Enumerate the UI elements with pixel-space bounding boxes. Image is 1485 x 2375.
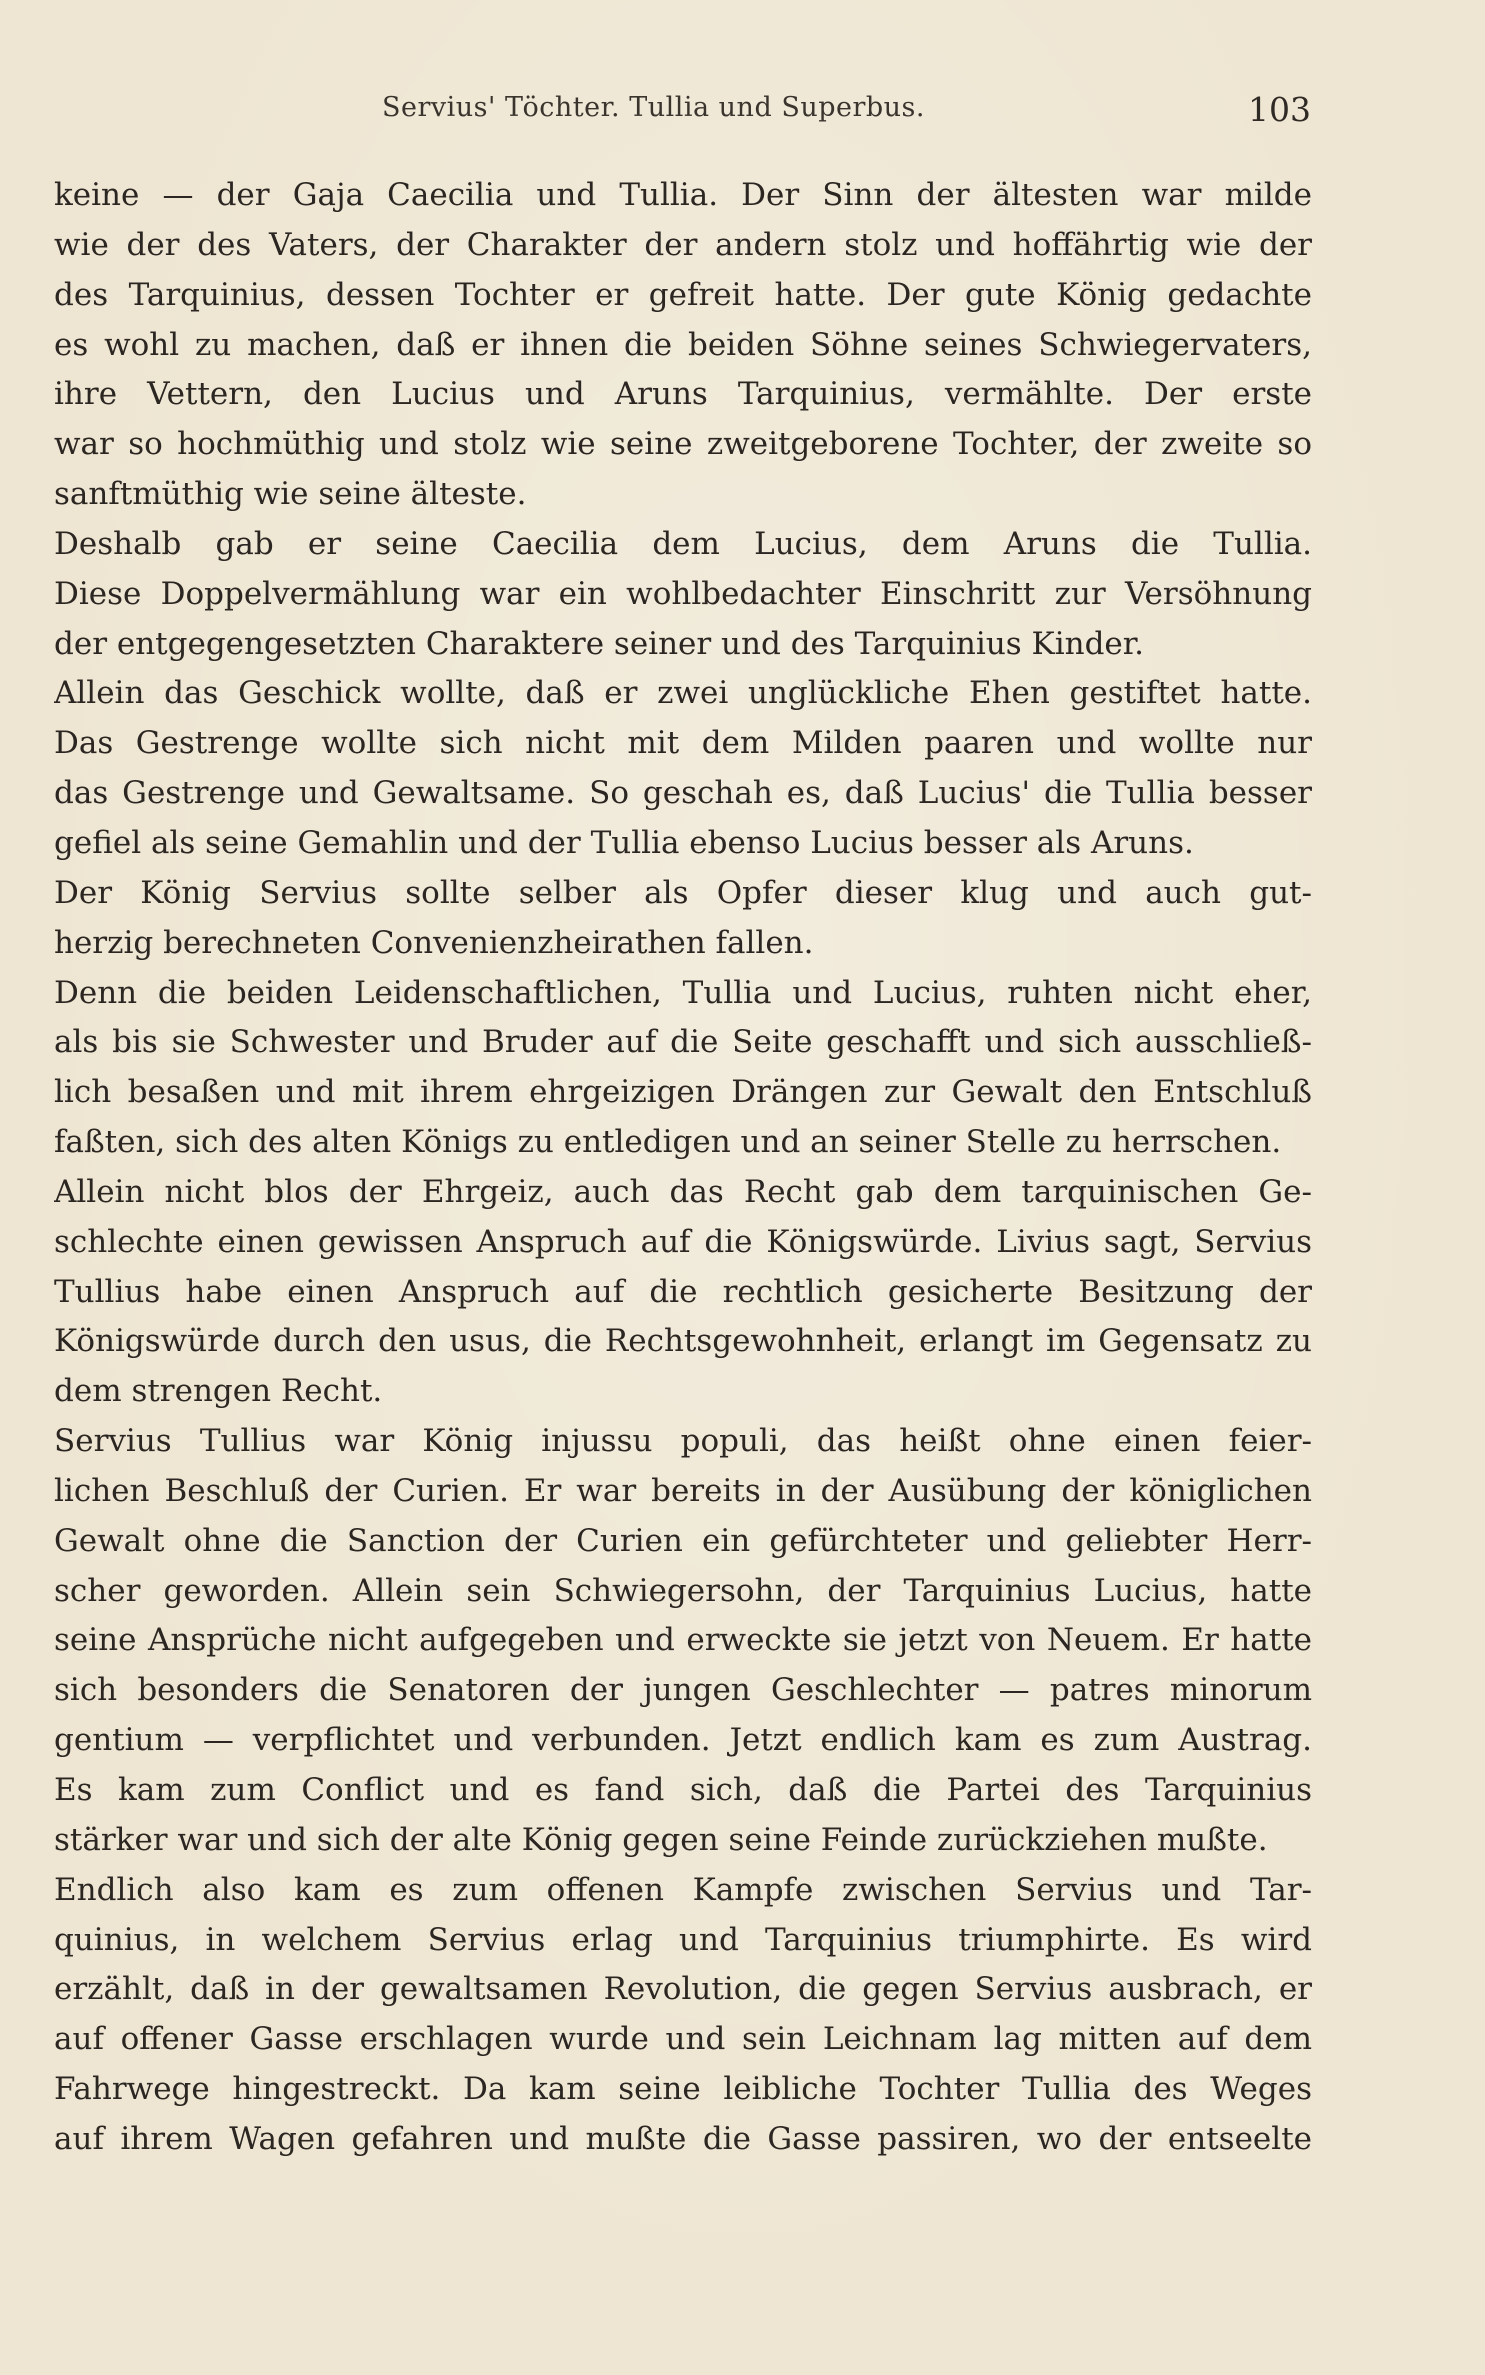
text-line: war so hochmüthig und stolz wie seine zweitgeborene Tochter, der zweite so: [54, 426, 1312, 463]
text-line: auf ihrem Wagen gefahren und mußte die Gasse passiren, wo der entseelte: [54, 2120, 1312, 2157]
text-line: als bis sie Schwester und Bruder auf die Seite geschafft und sich ausschließ-: [54, 1024, 1312, 1061]
text-line: stärker war und sich der alte König gegen seine Feinde zurückziehen mußte.: [54, 1821, 1268, 1858]
body-text: [54, 171, 1312, 2165]
text-line: gentium — verpflichtet und verbunden. Jetzt endlich kam es zum Austrag.: [54, 1722, 1312, 1759]
page-number: 103: [1248, 90, 1311, 129]
text-line: es wohl zu machen, daß er ihnen die beiden Söhne seines Schwiegervaters,: [54, 326, 1312, 363]
text-line: Gewalt ohne die Sanction der Curien ein gefürchteter und geliebter Herr-: [54, 1522, 1312, 1559]
text-line: Deshalb gab er seine Caecilia dem Lucius, dem Aruns die Tullia.: [54, 525, 1312, 562]
text-line: des Tarquinius, dessen Tochter er gefreit hatte. Der gute König gedachte: [54, 276, 1312, 313]
text-line: der entgegengesetzten Charaktere seiner und des Tarquinius Kinder.: [54, 625, 1145, 662]
text-line: Denn die beiden Leidenschaftlichen, Tullia und Lucius, ruhten nicht eher,: [54, 974, 1312, 1011]
text-line: Der König Servius sollte selber als Opfer dieser klug und auch gut-: [54, 874, 1312, 911]
text-line: quinius, in welchem Servius erlag und Tarquinius triumphirte. Es wird: [54, 1921, 1312, 1958]
text-line: Servius Tullius war König injussu populi, das heißt ohne einen feier-: [54, 1423, 1312, 1460]
text-line: scher geworden. Allein sein Schwiegersohn, der Tarquinius Lucius, hatte: [54, 1572, 1312, 1609]
text-line: Allein das Geschick wollte, daß er zwei unglückliche Ehen gestiftet hatte.: [54, 675, 1312, 712]
text-line: Es kam zum Conflict und es fand sich, daß die Partei des Tarquinius: [54, 1772, 1312, 1808]
text-line: sich besonders die Senatoren der jungen Geschlechter — patres minorum: [54, 1672, 1312, 1709]
text-line: faßten, sich des alten Königs zu entledigen und an seiner Stelle zu herrschen.: [54, 1124, 1282, 1161]
text-line: Fahrwege hingestreckt. Da kam seine leibliche Tochter Tullia des Weges: [54, 2071, 1312, 2108]
text-line: seine Ansprüche nicht aufgegeben und erweckte sie jetzt von Neuem. Er hatte: [54, 1622, 1312, 1659]
text-line: keine — der Gaja Caecilia und Tullia. Der Sinn der ältesten war milde: [54, 177, 1312, 213]
text-line: Endlich also kam es zum offenen Kampfe zwischen Servius und Tar-: [54, 1871, 1312, 1908]
text-line: dem strengen Recht.: [54, 1373, 383, 1410]
text-line: erzählt, daß in der gewaltsamen Revolution, die gegen Servius ausbrach, er: [54, 1971, 1312, 2008]
text-line: gefiel als seine Gemahlin und der Tullia ebenso Lucius besser als Aruns.: [54, 824, 1194, 861]
text-line: ihre Vettern, den Lucius und Aruns Tarquinius, vermählte. Der erste: [54, 376, 1312, 413]
text-line: auf offener Gasse erschlagen wurde und sein Leichnam lag mitten auf dem: [54, 2021, 1312, 2058]
text-line: schlechte einen gewissen Anspruch auf die Königswürde. Livius sagt, Servius: [54, 1223, 1312, 1260]
text-line: das Gestrenge und Gewaltsame. So geschah es, daß Lucius' die Tullia besser: [54, 775, 1312, 812]
running-head: Servius' Töchter. Tullia und Superbus.: [382, 92, 925, 123]
text-line: wie der des Vaters, der Charakter der andern stolz und hoffährtig wie der: [54, 226, 1312, 263]
text-line: Tullius habe einen Anspruch auf die rechtlich gesicherte Besitzung der: [54, 1273, 1312, 1310]
text-line: Diese Doppelvermählung war ein wohlbedachter Einschritt zur Versöhnung: [54, 575, 1312, 612]
text-line: lichen Beschluß der Curien. Er war bereits in der Ausübung der königlichen: [54, 1472, 1312, 1509]
text-line: Königswürde durch den usus, die Rechtsgewohnheit, erlangt im Gegensatz zu: [54, 1323, 1312, 1360]
text-line: Allein nicht blos der Ehrgeiz, auch das Recht gab dem tarquinischen Ge-: [54, 1173, 1312, 1210]
text-line: Das Gestrenge wollte sich nicht mit dem Milden paaren und wollte nur: [54, 725, 1312, 762]
text-line: lich besaßen und mit ihrem ehrgeizigen Drängen zur Gewalt den Entschluß: [54, 1074, 1312, 1111]
text-line: herzig berechneten Convenienzheirathen fallen.: [54, 924, 814, 961]
text-line: sanftmüthig wie seine älteste.: [54, 476, 527, 513]
